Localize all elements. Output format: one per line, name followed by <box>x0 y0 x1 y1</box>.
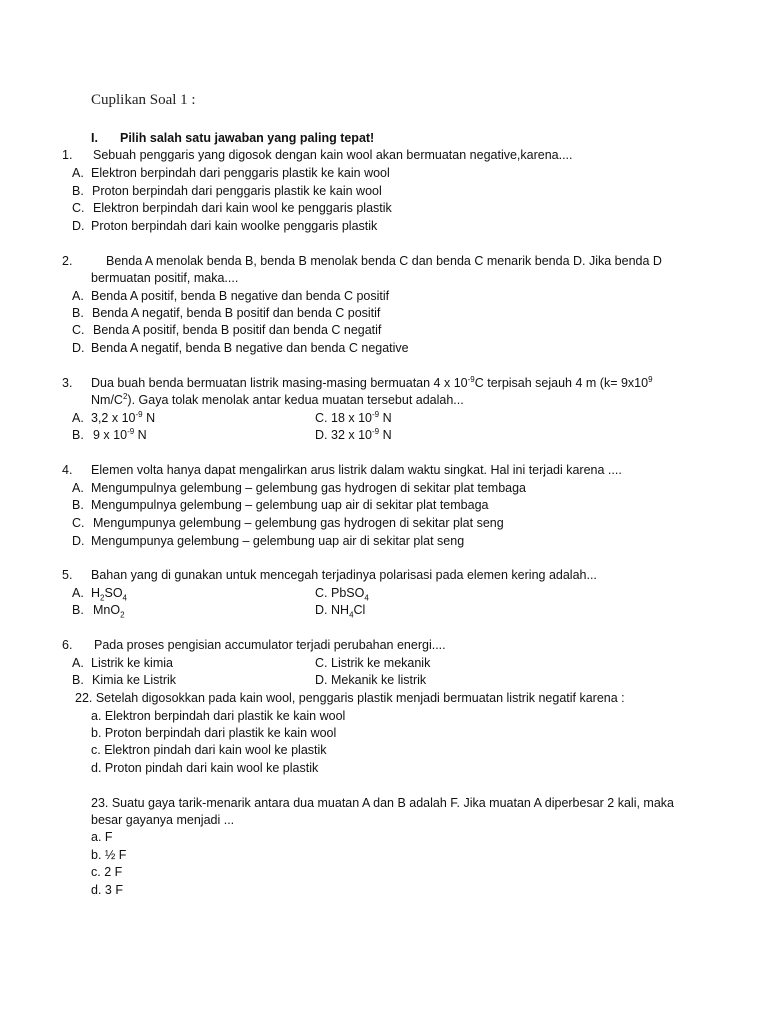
q2-option-d-label: D. <box>72 341 85 355</box>
q1-option-a: Elektron berpindah dari penggaris plastik ke kain wool <box>91 166 390 180</box>
question-3-text-line2: $Nm/C^2$). Gaya tolak menolak antar kedua muatan tersebut adalah... <box>91 391 464 407</box>
question-23-text-line2: besar gayanya menjadi ... <box>91 813 235 827</box>
q2-option-b-label: B. <box>72 306 84 320</box>
q3-option-a: 3,2 x $10^{-9}$ N <box>91 409 156 425</box>
question-4-number: 4. <box>62 463 73 477</box>
question-6-text: Pada proses pengisian accumulator terjadi perubahan energi.... <box>94 638 446 652</box>
q2-option-c: Benda A positif, benda B positif dan benda C negatif <box>93 323 382 337</box>
q1-option-a-label: A. <box>72 166 84 180</box>
q3-option-c: 18 x $10^{-9}$ N <box>331 409 392 425</box>
q2-option-b: Benda A negatif, benda B positif dan benda C positif <box>92 306 381 320</box>
q3-option-b: 9 x $10^{-9}$ N <box>93 426 147 442</box>
q23-option-a: a. F <box>91 830 113 844</box>
q5-option-d: $NH_4Cl$ <box>331 603 366 620</box>
q4-option-d: Mengumpunya gelembung – gelembung uap air di sekitar plat seng <box>91 534 465 548</box>
question-1-number: 1. <box>62 148 73 162</box>
q5-option-c: PbSO$_4$ <box>331 586 369 603</box>
q22-option-d: d. Proton pindah dari kain wool ke plastik <box>91 761 319 775</box>
question-22-text: 22. Setelah digosokkan pada kain wool, penggaris plastik menjadi bermuatan listrik negatif karena : <box>75 691 625 705</box>
q23-option-b: b. ½ F <box>91 848 127 862</box>
q5-option-a: $H_2SO_4$ <box>91 586 127 603</box>
q23-option-c: c. 2 F <box>91 865 123 879</box>
q1-option-d-label: D. <box>72 219 85 233</box>
question-4-text: Elemen volta hanya dapat mengalirkan arus listrik dalam waktu singkat. Hal ini terjadi karena .... <box>91 463 622 477</box>
q2-option-a-label: A. <box>72 289 84 303</box>
q2-option-d: Benda A negatif, benda B negative dan benda C negative <box>91 341 409 355</box>
q5-option-a-label: A. <box>72 586 84 600</box>
q3-option-a-label: A. <box>72 411 84 425</box>
q3-option-d: 32 x $10^{-9}$ N <box>331 426 392 442</box>
page-title: Cuplikan Soal 1 : <box>91 92 196 108</box>
q4-option-a-label: A. <box>72 481 84 495</box>
question-5-number: 5. <box>62 568 73 582</box>
question-3-text-line1: Dua buah benda bermuatan listrik masing-masing bermuatan 4 x $10^{-9}C$ terpisah sejauh 4 m ($k= 9x10^9$ <box>91 374 653 390</box>
q1-option-c-label: C. <box>72 201 85 215</box>
q3-option-b-label: B. <box>72 428 84 442</box>
q6-option-a: Listrik ke kimia <box>91 656 173 670</box>
q2-option-a: Benda A positif, benda B negative dan benda C positif <box>91 289 390 303</box>
q4-option-c-label: C. <box>72 516 85 530</box>
question-23-text-line1: 23. Suatu gaya tarik-menarik antara dua muatan A dan B adalah F. Jika muatan A diperbesar 2 kali, maka <box>91 796 674 810</box>
q6-option-d: Mekanik ke listrik <box>331 673 427 687</box>
q6-option-a-label: A. <box>72 656 84 670</box>
q23-option-d: d. 3 F <box>91 883 123 897</box>
q4-option-b: Mengumpulnya gelembung – gelembung uap air di sekitar plat tembaga <box>91 498 489 512</box>
q5-option-b: MnO$_2$ <box>93 603 125 620</box>
question-6-number: 6. <box>62 638 73 652</box>
q5-option-b-label: B. <box>72 603 84 617</box>
q5-option-c-label: C. <box>315 586 328 600</box>
q4-option-c: Mengumpunya gelembung – gelembung gas hydrogen di sekitar plat seng <box>93 516 504 530</box>
q5-option-d-label: D. <box>315 603 328 617</box>
question-2-number: 2. <box>62 254 73 268</box>
question-2-text-line2: bermuatan positif, maka.... <box>91 271 239 285</box>
q3-option-d-label: D. <box>315 428 328 442</box>
q1-option-b: Proton berpindah dari penggaris plastik ke kain wool <box>92 184 382 198</box>
section-number: I. <box>91 131 98 145</box>
q4-option-a: Mengumpulnya gelembung – gelembung gas hydrogen di sekitar plat tembaga <box>91 481 527 495</box>
section-instruction: Pilih salah satu jawaban yang paling tepat! <box>120 131 375 145</box>
q6-option-b: Kimia ke Listrik <box>92 673 177 687</box>
q2-option-c-label: C. <box>72 323 85 337</box>
q22-option-c: c. Elektron pindah dari kain wool ke plastik <box>91 743 327 757</box>
q1-option-c: Elektron berpindah dari kain wool ke penggaris plastik <box>93 201 392 215</box>
q6-option-c: Listrik ke mekanik <box>331 656 431 670</box>
question-1-text: Sebuah penggaris yang digosok dengan kain wool akan bermuatan negative,karena.... <box>93 148 573 162</box>
q3-option-c-label: C. <box>315 411 328 425</box>
q22-option-a: a. Elektron berpindah dari plastik ke kain wool <box>91 709 346 723</box>
q4-option-d-label: D. <box>72 534 85 548</box>
q1-option-d: Proton berpindah dari kain woolke penggaris plastik <box>91 219 378 233</box>
q6-option-c-label: C. <box>315 656 328 670</box>
q22-option-b: b. Proton berpindah dari plastik ke kain wool <box>91 726 337 740</box>
q6-option-b-label: B. <box>72 673 84 687</box>
question-2-text-line1: Benda A menolak benda B, benda B menolak benda C dan benda C menarik benda D. Jika benda D <box>106 254 662 268</box>
q4-option-b-label: B. <box>72 498 84 512</box>
question-5-text: Bahan yang di gunakan untuk mencegah terjadinya polarisasi pada elemen kering adalah... <box>91 568 597 582</box>
question-3-number: 3. <box>62 376 73 390</box>
q1-option-b-label: B. <box>72 184 84 198</box>
q6-option-d-label: D. <box>315 673 328 687</box>
